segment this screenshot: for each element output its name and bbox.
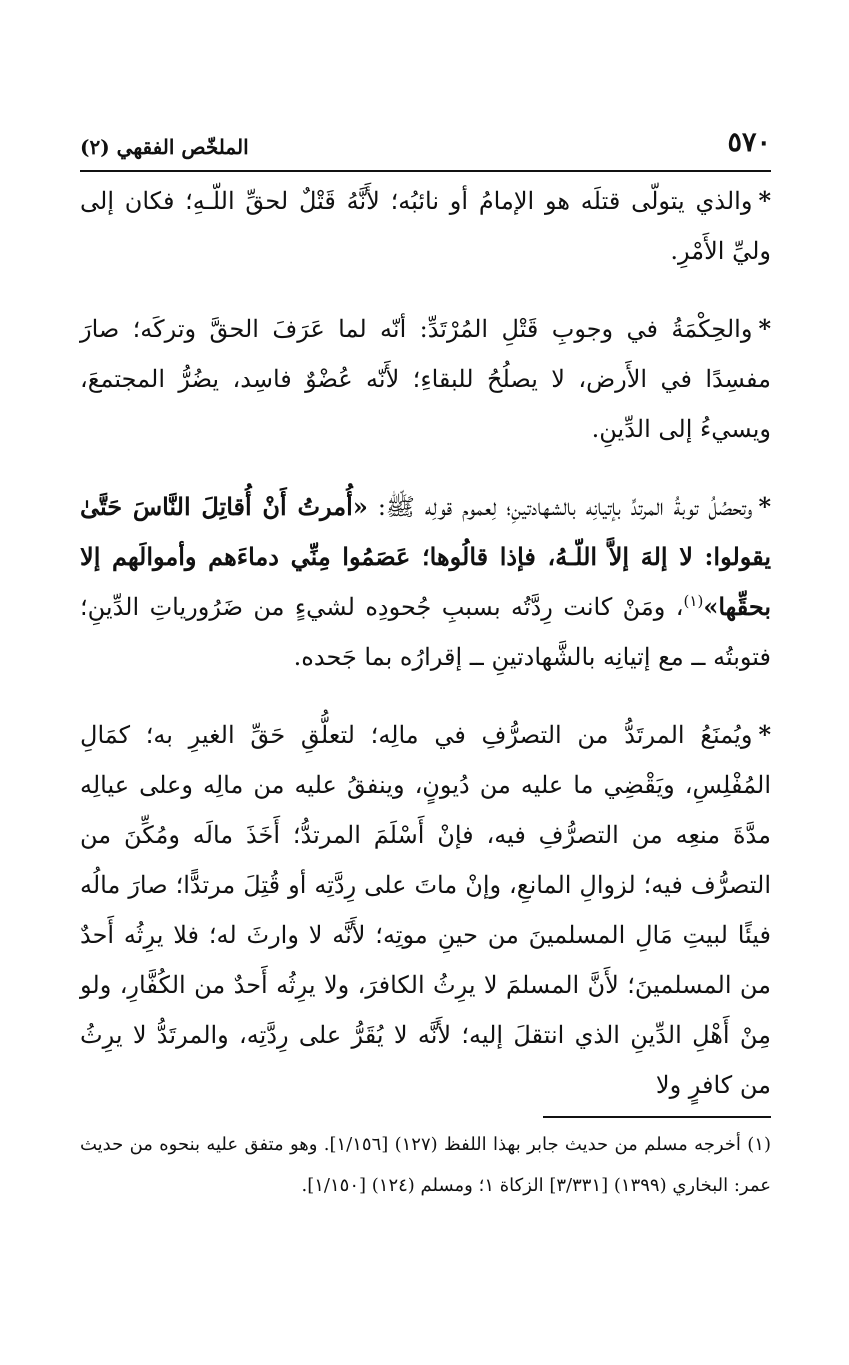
page-number: ٥٧٠ [727, 127, 771, 158]
paragraph-executor [80, 176, 771, 276]
paragraph-marker: * [758, 186, 771, 215]
paragraph-wisdom [80, 304, 771, 454]
paragraph-text-intro: وتحصُلُ توبةُ المرتدِّ بإتيانِه بالشهادتينِ؛ لِعموم قولِه ﷺ: [377, 493, 753, 521]
footnote-1: (١) أخرجه مسلم من حديث جابر بهذا اللفظ (١٢٧) [١/١٥٦]. وهو متفق عليه بنحوه من حديث عمر: البخاري (١٣٩٩) [٣/٣٣١] الزكاة ١؛ ومسلم (١٢٤) [١/١٥٠]. [80, 1134, 771, 1196]
hadith-quote: «أُمرتُ أَنْ أُقاتِلَ النَّاسَ حَتَّىٰ يقولوا: لا إلهَ إلاَّ اللّـهُ، فإذا قالُوها؛ عَصَمُوا مِنِّي دماءَهم وأموالَهم إلا بحقِّها» [80, 492, 771, 621]
paragraph-text: والذي يتولّى قتلَه هو الإمامُ أو نائبُه؛ لأَنَّهُ قَتْلٌ لحقِّ اللّـهِ؛ فكان إلى وليِّ الأَمْرِ. [80, 187, 771, 265]
paragraph-property [80, 710, 771, 1110]
paragraph-text: ويُمنَعُ المرتَدُّ من التصرُّفِ في مالِه؛ لتعلُّقِ حَقِّ الغيرِ به؛ كمَالِ المُفْلِسِ، ويَقْضِي ما عليه من دُيونٍ، وينفقُ عليه من مالِه وعلى عيالِه مدَّةَ منعِه من التصرُّفِ فيه، فإنْ أَسْلَمَ المرتدُّ؛ أَخَذَ مالَه ومُكِّنَ من التصرُّف فيه؛ لزوالِ المانعِ، وإنْ ماتَ على رِدَّتِه أو قُتِلَ مرتدًّا؛ صارَ مالُه فيئًا لبيتِ مَالِ المسلمينَ من حينِ موتِه؛ لأَنَّه لا وارثَ له؛ فلا يرِثُه أَحدٌ من المسلمينَ؛ لأَنَّ المسلمَ لا يرِثُ الكافرَ، ولا يرِثُه أَحدٌ من الكُفَّارِ، ولو مِنْ أَهْلِ الدِّينِ الذي انتقلَ إليه؛ لأَنَّه لا يُقَرُّ على رِدَّتِه، والمرتَدُّ لا يرِثُ من كافرٍ ولا [80, 721, 771, 1099]
footnote-reference[interactable]: (١) [683, 592, 704, 610]
paragraph-text: والحِكْمَةُ في وجوبِ قَتْلِ المُرْتَدِّ: أنّه لما عَرَفَ الحقَّ وتركَه؛ صارَ مفسِدًا في الأَرض، لا يصلُحُ للبقاءِ؛ لأَنّه عُضْوٌ فاسِد، يضُرُّ المجتمعَ، ويسيءُ إلى الدِّينِ. [80, 315, 771, 443]
footnote-divider [543, 1116, 771, 1118]
page-header [80, 128, 771, 170]
running-title: الملخّص الفقهي (٢) [80, 135, 249, 159]
paragraph-text-rest: ، ومَنْ كانت رِدَّتُه بسببِ جُحودِه لشيءٍ من ضَرُورياتِ الدِّينِ؛ فتوبتُه ــ مع إتيانِه بالشَّهادتينِ ــ إقرارُه بما جَحده. [80, 593, 771, 671]
paragraph-marker: * [758, 492, 771, 521]
paragraph-marker: * [758, 314, 771, 343]
footnotes [80, 1124, 771, 1206]
header-divider [80, 170, 771, 172]
paragraph-marker: * [758, 720, 771, 749]
main-text [80, 176, 771, 1138]
paragraph-repentance [80, 482, 771, 682]
